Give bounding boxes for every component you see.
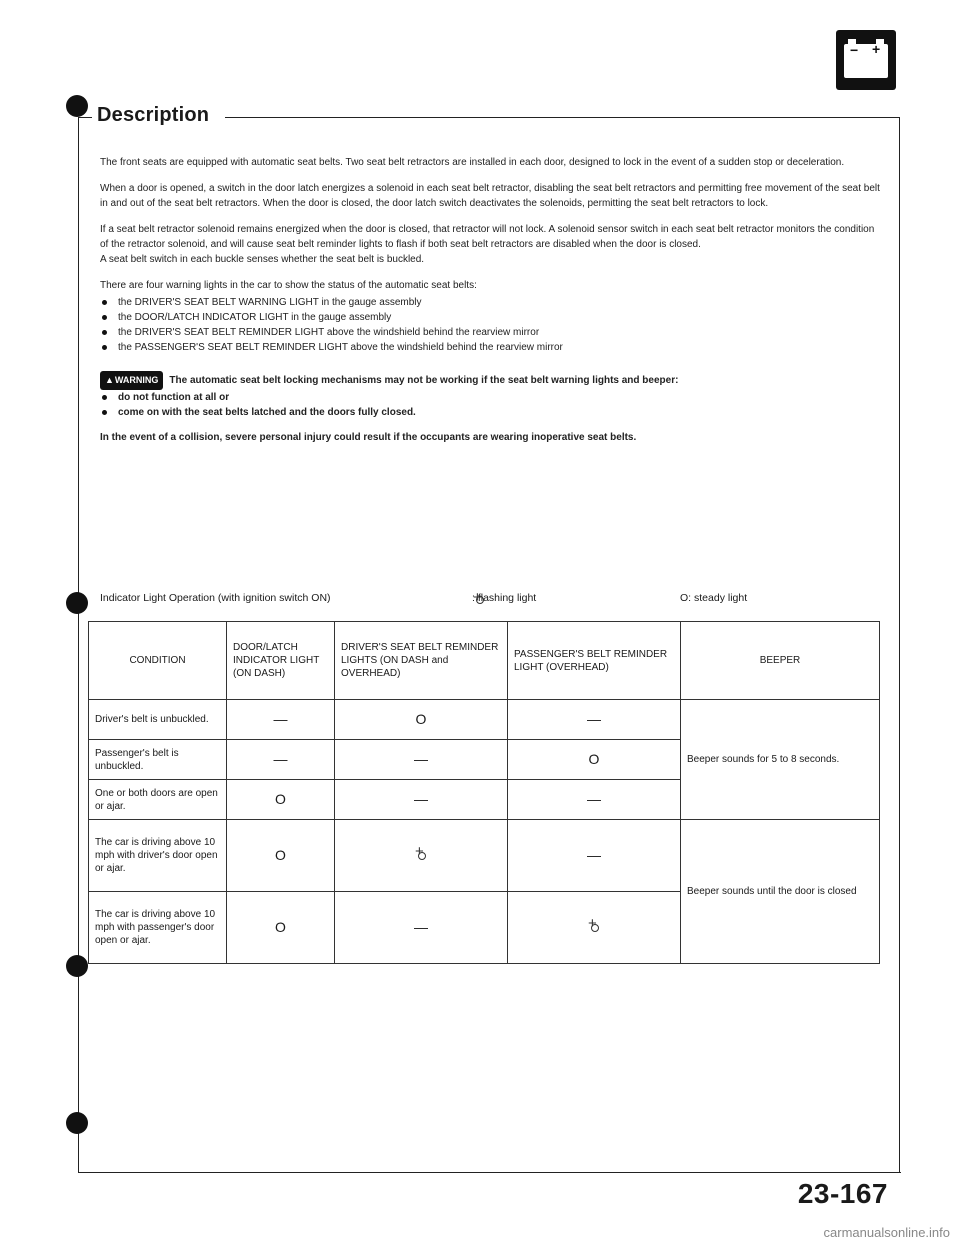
warning-text: The automatic seat belt locking mechanisms may not be working if the seat belt warning lights and beeper: [169, 375, 679, 386]
condition-cell: Passenger's belt is unbuckled. [89, 740, 227, 780]
paragraph: If a seat belt retractor solenoid remains energized when the door is closed, that retractor will not lock. A solenoid sensor switch in each seat belt retractor monitors the condition of the retractor solenoid, and will cause seat belt reminder lights to flash if both seat belt retractors are disabled when the door is closed. [100, 224, 875, 250]
paragraph: A seat belt switch in each buckle senses whether the seat belt is buckled. [100, 254, 425, 265]
table-row [89, 820, 880, 892]
door-latch-cell: — [227, 740, 335, 780]
door-latch-cell: O [227, 780, 335, 820]
driver-reminder-cell: — [335, 740, 508, 780]
flashing-light-icon [587, 920, 601, 934]
frame-top-rule [225, 117, 900, 118]
binder-hole-icon [66, 955, 88, 977]
condition-cell: One or both doors are open or ajar. [89, 780, 227, 820]
warning-block [100, 371, 884, 390]
warning-conditions [100, 390, 884, 420]
description-body [100, 155, 884, 456]
passenger-reminder-cell: O [508, 740, 681, 780]
list-item: the DRIVER'S SEAT BELT WARNING LIGHT in the gauge assembly [100, 295, 884, 310]
list-item: the DOOR/LATCH INDICATOR LIGHT in the gauge assembly [100, 310, 884, 325]
passenger-reminder-cell: — [508, 780, 681, 820]
paragraph: When a door is opened, a switch in the door latch energizes a solenoid in each seat belt retractor, disabling the seat belt retractors and permitting free movement of the seat belt in and out of the seat belt retractors. When the door is closed, the door latch switch deactivates the solenoids, permitting the seat belt retractors to lock. [100, 183, 880, 209]
table-header-row [89, 622, 880, 700]
frame-right-rule [899, 117, 900, 1172]
list-item: the PASSENGER'S SEAT BELT REMINDER LIGHT above the windshield behind the rearview mirror [100, 340, 884, 355]
paragraph: There are four warning lights in the car to show the status of the automatic seat belts: [100, 280, 477, 291]
warning-triangle-icon: ▲ [105, 375, 114, 385]
watermark: carmanualsonline.info [823, 1225, 950, 1240]
section-title: Description [97, 104, 210, 126]
beeper-cell: Beeper sounds until the door is closed [681, 820, 880, 964]
driver-reminder-cell: — [335, 780, 508, 820]
paragraph: The front seats are equipped with automatic seat belts. Two seat belt retractors are installed in each door, designed to lock in the event of a sudden stop or deceleration. [100, 157, 845, 168]
indicator-operation-table [88, 621, 880, 964]
passenger-reminder-cell [508, 892, 681, 964]
condition-cell: The car is driving above 10 mph with driver's door open or ajar. [89, 820, 227, 892]
warning-lights-list [100, 295, 884, 355]
battery-icon: − + [836, 30, 896, 90]
door-latch-cell: O [227, 820, 335, 892]
passenger-reminder-cell: — [508, 700, 681, 740]
passenger-reminder-cell: — [508, 820, 681, 892]
page-number: 23-167 [797, 1178, 888, 1209]
indicator-label: Indicator Light Operation (with ignition switch ON) [100, 592, 331, 604]
driver-reminder-cell: — [335, 892, 508, 964]
list-item: do not function at all or [100, 390, 884, 405]
table-row [89, 700, 880, 740]
binder-hole-icon [66, 592, 88, 614]
door-latch-cell: — [227, 700, 335, 740]
warning-note: In the event of a collision, severe personal injury could result if the occupants are wearing inoperative seat belts. [100, 432, 637, 443]
list-item: the DRIVER'S SEAT BELT REMINDER LIGHT above the windshield behind the rearview mirror [100, 325, 884, 340]
driver-reminder-cell: O [335, 700, 508, 740]
steady-legend: O: steady light [680, 592, 748, 604]
header-driver-reminder: DRIVER'S SEAT BELT REMINDER LIGHTS (ON DASH and OVERHEAD) [335, 622, 508, 700]
list-item: come on with the seat belts latched and the doors fully closed. [100, 405, 884, 420]
header-passenger-reminder: PASSENGER'S BELT REMINDER LIGHT (OVERHEAD) [508, 622, 681, 700]
header-door-latch: DOOR/LATCH INDICATOR LIGHT (ON DASH) [227, 622, 335, 700]
driver-reminder-cell [335, 820, 508, 892]
door-latch-cell: O [227, 892, 335, 964]
condition-cell: The car is driving above 10 mph with passenger's door open or ajar. [89, 892, 227, 964]
header-condition: CONDITION [89, 622, 227, 700]
frame-tick [78, 117, 92, 118]
beeper-cell: Beeper sounds for 5 to 8 seconds. [681, 700, 880, 820]
binder-hole-icon [66, 1112, 88, 1134]
warning-badge: ▲WARNING [100, 371, 163, 390]
header-beeper: BEEPER [681, 622, 880, 700]
condition-cell: Driver's belt is unbuckled. [89, 700, 227, 740]
flashing-light-icon [414, 848, 428, 862]
binder-hole-icon [66, 95, 88, 117]
